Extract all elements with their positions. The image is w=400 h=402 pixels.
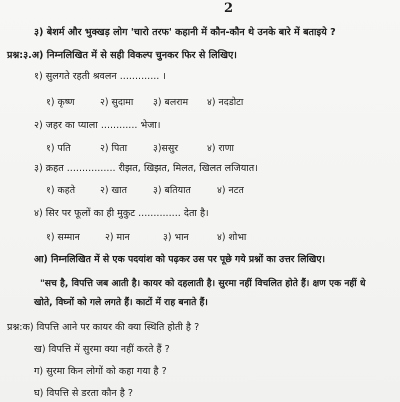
mcq-1-option-3: ३) बलराम [153, 97, 189, 108]
passage-line-1: "सच है, विपत्ति जब आती है। कायर को दहलाती है। सुरमा नहीं विचलित होते हैं। क्षण एक नहीं धे [40, 278, 366, 289]
mcq-2-question: २) जहर का प्याला ............ भेजा। [34, 120, 161, 131]
sub-question-ka: प्रश्न:क) विपत्ति आने पर कायर की क्या स्थिति होती है ? [7, 322, 200, 333]
page-number: 2 [224, 1, 234, 16]
mcq-4-option-4: ४) शोभा [217, 232, 247, 243]
mcq-1-option-4: ४) नदडोटा [207, 97, 244, 108]
mcq-4-option-2: २) मान [105, 232, 130, 243]
mcq-3-option-2: २) खात [100, 185, 127, 196]
mcq-4-option-1: १) सम्मान [46, 232, 80, 243]
section-3a-title: प्रश्न:३.अ) निम्नलिखित में से सही विकल्प चुनकर फिर से लिखिए। [7, 50, 237, 61]
mcq-4-option-3: ३) भान [163, 232, 189, 243]
sub-question-gha: घ) विपत्ति से डरता कौन है ? [34, 388, 133, 399]
mcq-2-option-3: ३)ससुर [153, 143, 179, 154]
mcq-3-option-3: ३) बतियात [153, 185, 191, 196]
mcq-3-option-4: ४) नटत [217, 185, 244, 196]
mcq-2-option-2: २) पिता [100, 143, 128, 154]
mcq-1-option-2: २) सुदामा [100, 97, 134, 108]
mcq-3-question: ३) क्रहत ................ रीझत, खिझत, मिलत, खिलत लजियात। [34, 163, 258, 174]
mcq-1-option-1: १) कृष्ण [46, 97, 75, 108]
mcq-2-option-1: १) पति [46, 143, 71, 154]
mcq-3-option-1: १) कहते [46, 185, 76, 196]
sub-question-kha: ख) विपत्ति में सुरमा क्या नहीं करते हैं ? [34, 344, 170, 355]
question-3: ३) बेशर्म और भुक्खड़ लोग 'चारो तरफ' कहानी में कौन-कौन थे उनके बारे में बताइये ? [34, 27, 336, 38]
mcq-2-option-4: ४) राणा [207, 143, 234, 154]
passage-line-2: खोते, विघ्नों को गले लगते हैं। काटों में राह बनाते हैं। [34, 297, 208, 308]
section-b-title: आ) निम्नलिखित में से एक पदयांश को पढ़कर उस पर पूछे गये प्रश्नों का उत्तर लिखिए। [34, 254, 326, 265]
mcq-4-question: ४) सिर पर फूलों का ही मुकुट .............. देता है। [34, 208, 209, 219]
mcq-1-question: १) सुलगते रहती श्रवलन ............. । [34, 71, 167, 82]
sub-question-ga: ग) सुरमा किन लोगों को कहा गया है ? [34, 366, 167, 377]
